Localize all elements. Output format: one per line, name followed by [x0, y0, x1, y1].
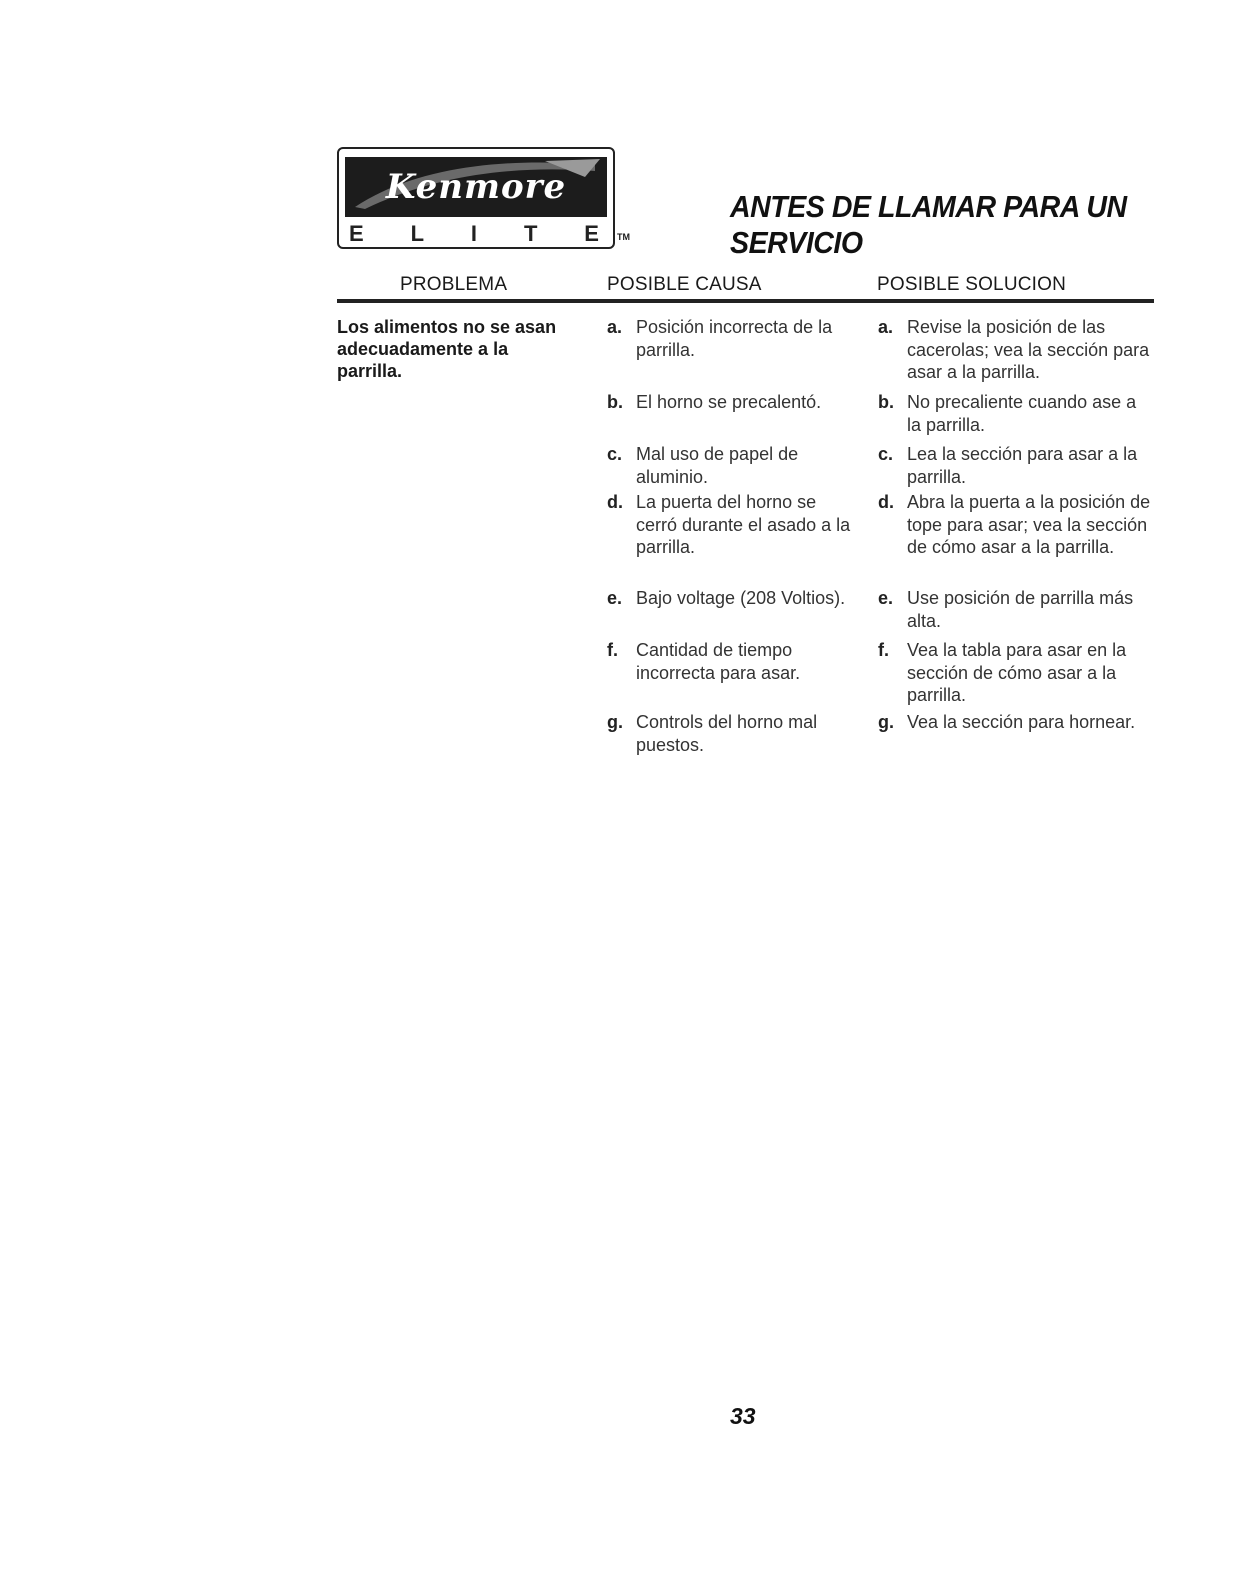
cause-text: Posición incorrecta de la parrilla. — [636, 317, 833, 360]
page-title — [730, 189, 1127, 261]
cause-letter: c. — [607, 444, 623, 464]
cause-letter: e. — [607, 588, 623, 608]
page-number: 33 — [730, 1403, 756, 1429]
logo-letter: I — [470, 221, 478, 246]
logo-letter: L — [410, 221, 425, 246]
solution-text: Revise la posición de las cacerolas; vea la sección para asar a la parrilla. — [907, 317, 1150, 382]
cause-item — [607, 639, 852, 684]
logo-letter: T — [523, 221, 538, 246]
trademark-mark: TM — [617, 232, 630, 242]
cause-item — [607, 443, 852, 488]
solution-item — [878, 587, 1153, 632]
solution-text: No precaliente cuando ase a la parrilla. — [907, 392, 1137, 435]
solution-letter: f. — [878, 640, 889, 660]
solution-letter: b. — [878, 392, 894, 412]
solution-text: Lea la sección para asar a la parrilla. — [907, 444, 1138, 487]
cause-letter: d. — [607, 492, 623, 512]
solution-item — [878, 443, 1153, 488]
column-header-causa: POSIBLE CAUSA — [607, 274, 762, 295]
solution-item — [878, 491, 1153, 559]
logo-elite-text — [343, 221, 605, 247]
cause-text: Controls del horno mal puestos. — [636, 712, 818, 755]
cause-letter: f. — [607, 640, 618, 660]
logo-letter: E — [349, 221, 364, 246]
title-line-2: SERVICIO — [730, 225, 863, 260]
solution-text: Use posición de parrilla más alta. — [907, 588, 1134, 631]
cause-letter: b. — [607, 392, 623, 412]
solution-text: Vea la sección para hornear. — [907, 712, 1136, 732]
cause-item — [607, 587, 852, 610]
column-header-solucion: POSIBLE SOLUCION — [877, 274, 1067, 295]
cause-item — [607, 711, 852, 756]
cause-item — [607, 491, 852, 559]
solution-letter: a. — [878, 317, 894, 337]
cause-item — [607, 391, 852, 414]
cause-letter: a. — [607, 317, 623, 337]
cause-text: Bajo voltage (208 Voltios). — [636, 588, 846, 608]
cause-text: La puerta del horno se cerró durante el asado a la parrilla. — [636, 492, 851, 557]
problem-text: Los alimentos no se asan adecuadamente a la parrilla. — [337, 317, 557, 381]
solution-letter: d. — [878, 492, 894, 512]
solution-letter: c. — [878, 444, 894, 464]
cause-text: El horno se precalentó. — [636, 392, 822, 412]
logo-wordmark: Kenmore — [385, 167, 567, 207]
logo-letter: E — [584, 221, 599, 246]
solution-letter: g. — [878, 712, 894, 732]
header-rule — [337, 299, 1154, 303]
solution-item — [878, 316, 1153, 384]
cause-text: Cantidad de tiempo incorrecta para asar. — [636, 640, 801, 683]
solution-item — [878, 639, 1153, 707]
solution-letter: e. — [878, 588, 894, 608]
solution-text: Abra la puerta a la posición de tope para asar; vea la sección de cómo asar a la parrilla. — [907, 492, 1151, 557]
column-header-problema: PROBLEMA — [400, 274, 508, 295]
solution-text: Vea la tabla para asar en la sección de cómo asar a la parrilla. — [907, 640, 1127, 705]
title-line-1: ANTES DE LLAMAR PARA UN — [730, 189, 1127, 224]
solution-item — [878, 391, 1153, 436]
logo-band — [345, 157, 607, 217]
kenmore-elite-logo — [337, 147, 615, 249]
cause-item — [607, 316, 852, 361]
cause-letter: g. — [607, 712, 623, 732]
solution-item — [878, 711, 1153, 734]
cause-text: Mal uso de papel de aluminio. — [636, 444, 799, 487]
